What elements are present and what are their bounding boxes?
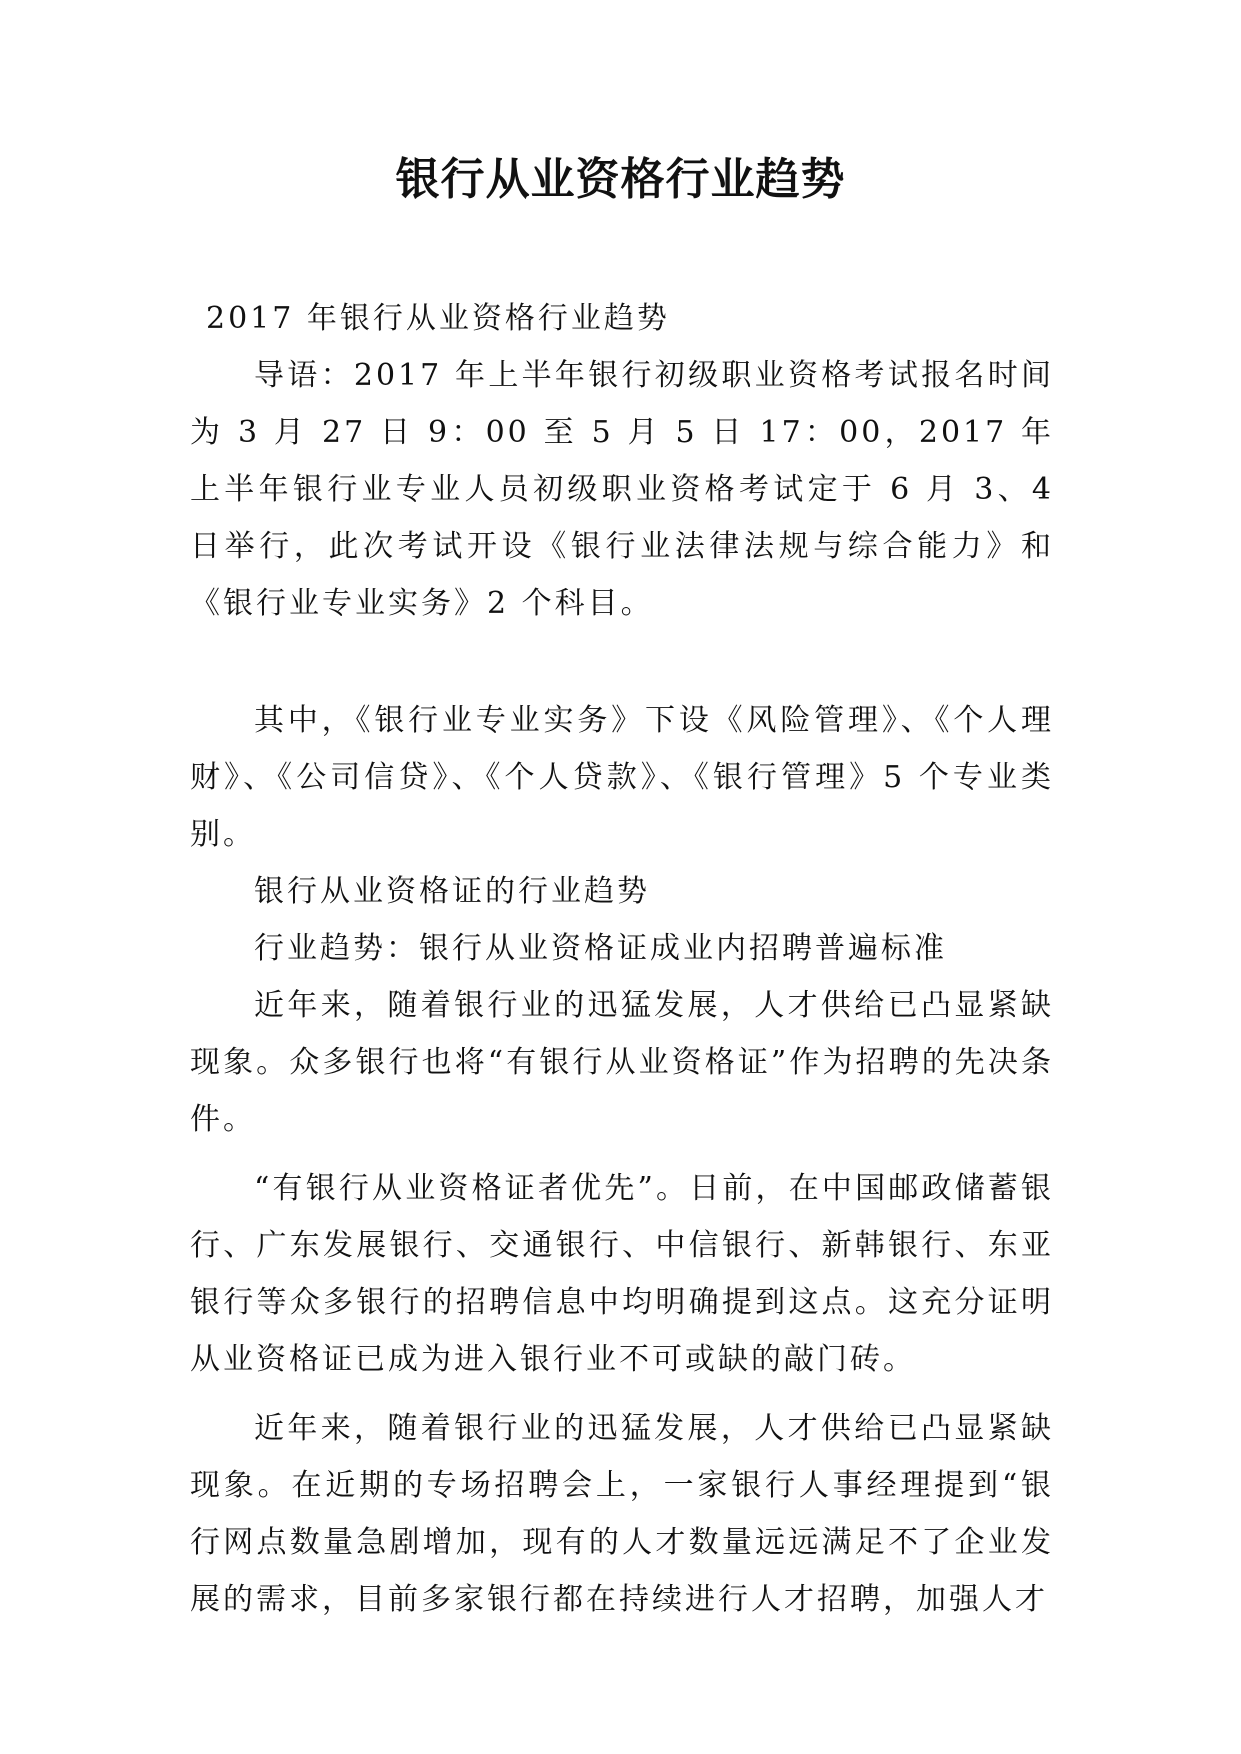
section-subheading: 行业趋势：银行从业资格证成业内招聘普遍标准 xyxy=(254,931,947,966)
document-body xyxy=(190,290,1054,1628)
section-heading: 银行从业资格证的行业趋势 xyxy=(254,874,650,909)
document-title: 银行从业资格行业趋势 xyxy=(395,154,846,205)
paragraph-intro: 导语：2017 年上半年银行初级职业资格考试报名时间为 3 月 27 日 9：00 至 5 月 5 日 17：00，2017 年上半年银行业专业人员初级职业资格考试定于 6 月 3、4 日举行，此次考试开设《银行业法律法规与综合能力》和《银行业专业实务》2 个科目。 xyxy=(190,358,1054,621)
document-subtitle: 2017 年银行从业资格行业趋势 xyxy=(206,301,670,336)
paragraph-demand: 近年来，随着银行业的迅猛发展，人才供给已凸显紧缺现象。众多银行也将“有银行从业资格证”作为招聘的先决条件。 xyxy=(190,988,1054,1137)
paragraph-banks: “有银行从业资格证者优先”。日前，在中国邮政储蓄银行、广东发展银行、交通银行、中信银行、新韩银行、东亚银行等众多银行的招聘信息中均明确提到这点。这充分证明从业资格证已成为进入银行业不可或缺的敲门砖。 xyxy=(190,1171,1054,1377)
paragraph-subjects: 其中，《银行业专业实务》下设《风险管理》、《个人理财》、《公司信贷》、《个人贷款》、《银行管理》5 个专业类别。 xyxy=(190,703,1054,852)
paragraph-hiring: 近年来，随着银行业的迅猛发展，人才供给已凸显紧缺现象。在近期的专场招聘会上，一家银行人事经理提到“银行网点数量急剧增加，现有的人才数量远远满足不了企业发展的需求，目前多家银行都在持续进行人才招聘，加强人才 xyxy=(190,1411,1054,1617)
